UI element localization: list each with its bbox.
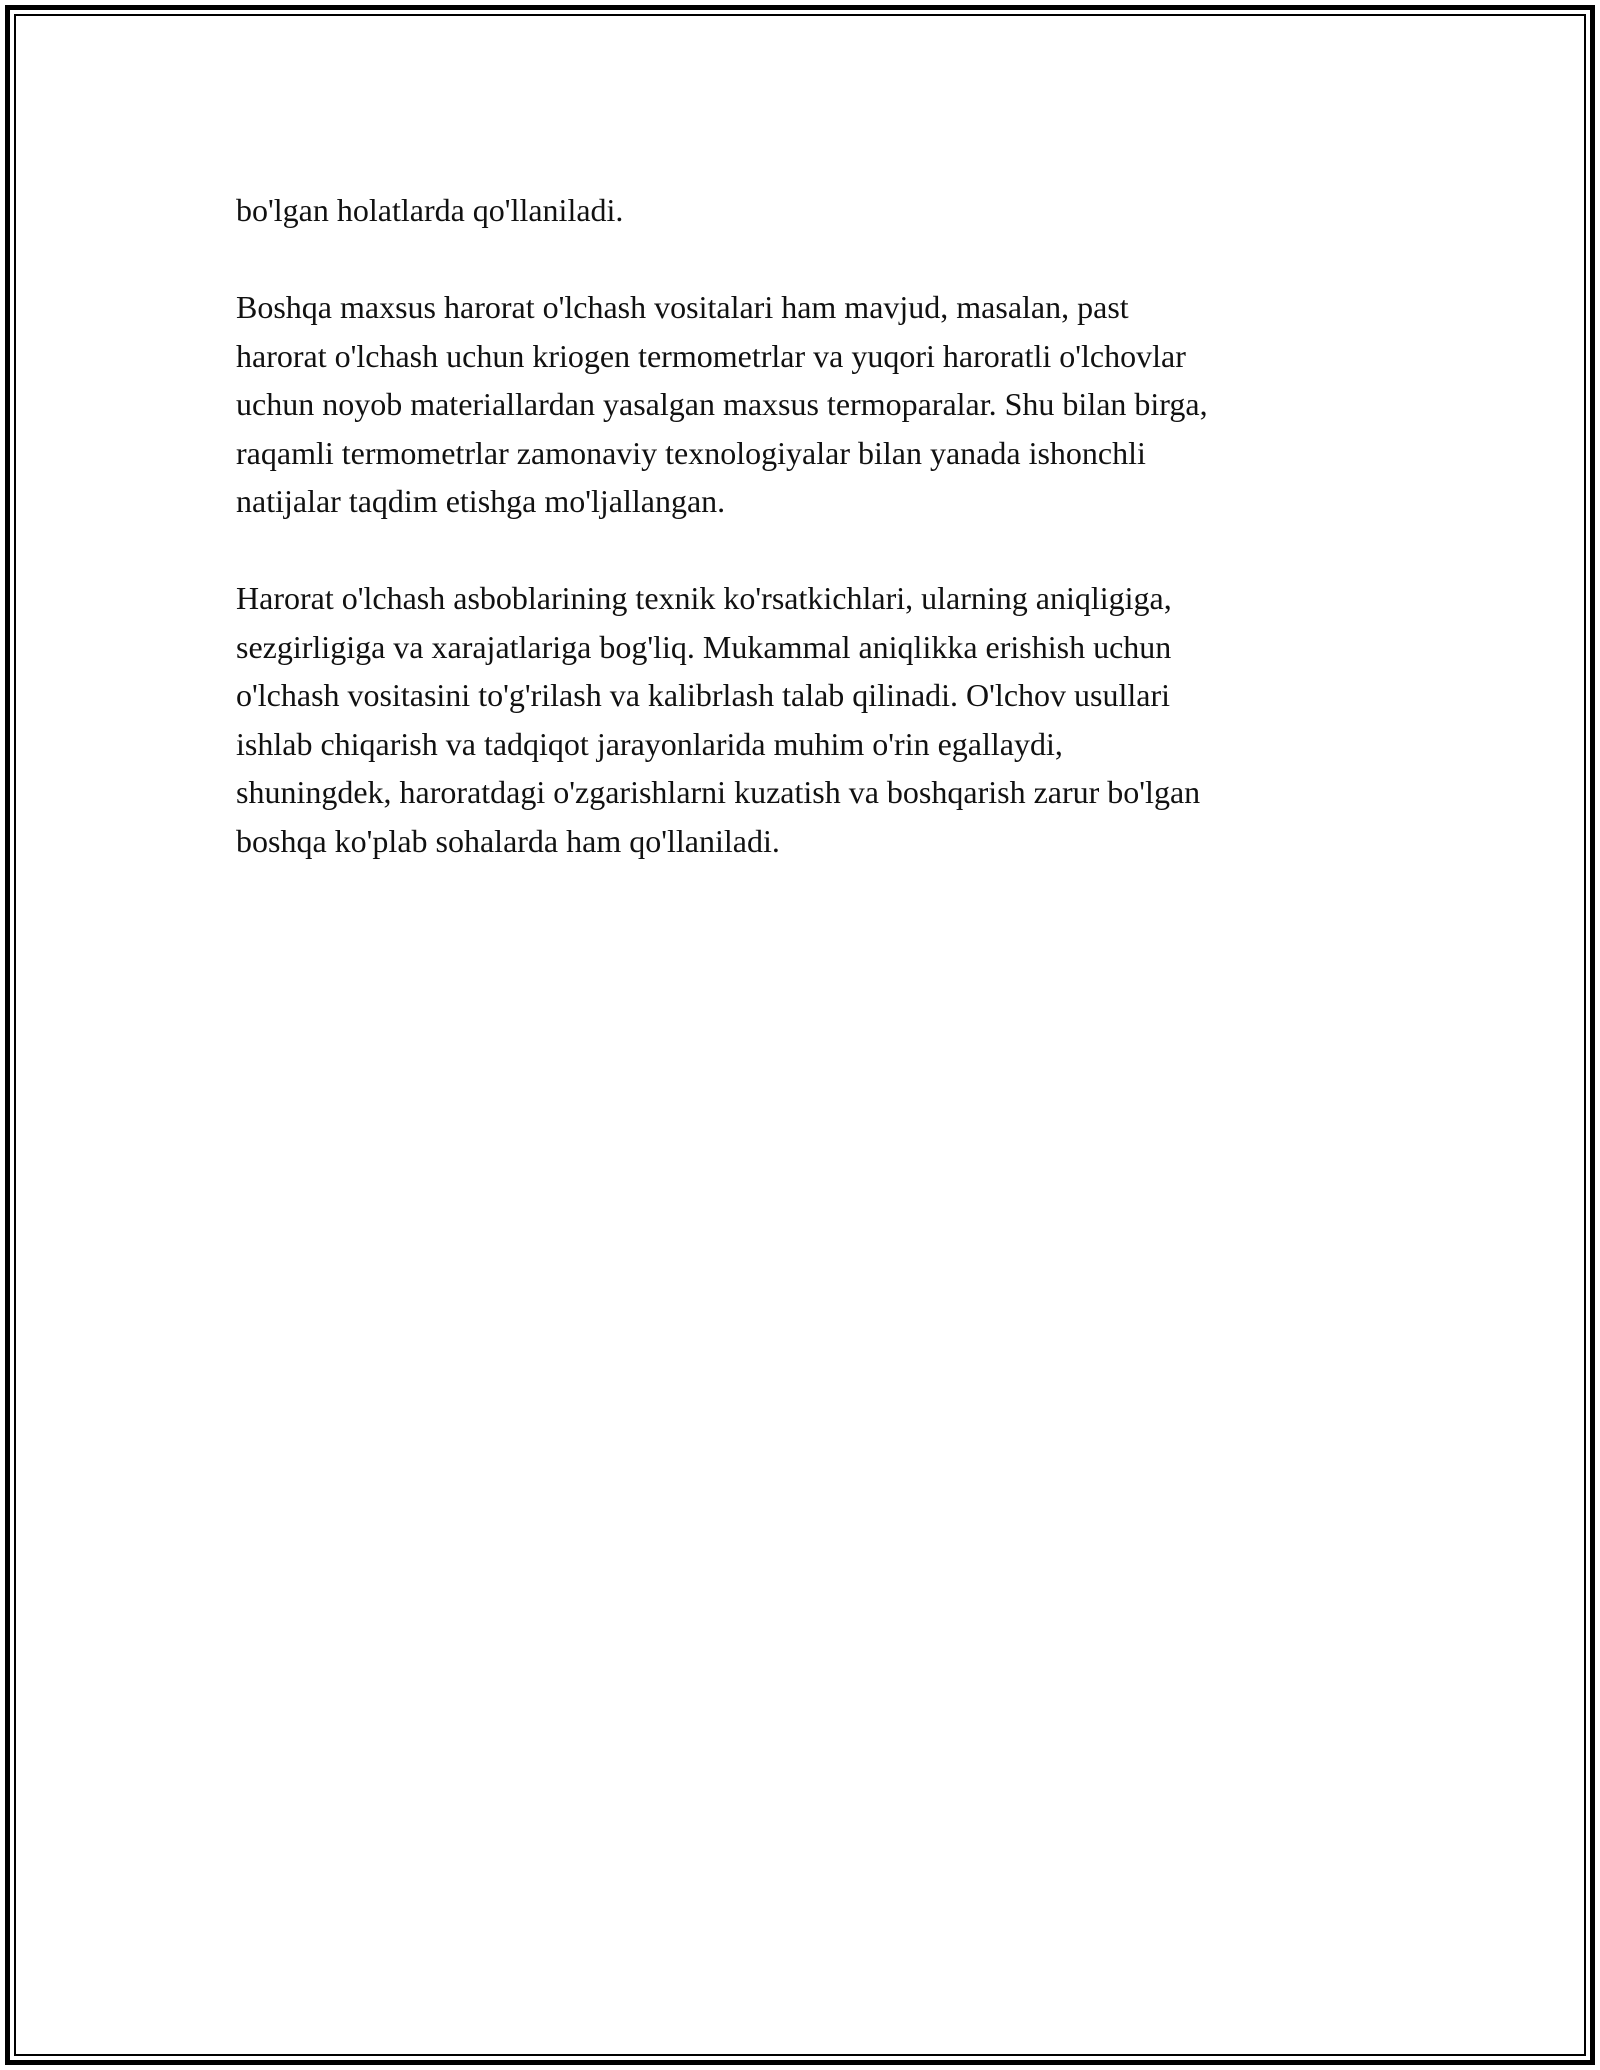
text-line: sezgirligiga va xarajatlariga bog'liq. Mukammal aniqlikka erishish uchun (236, 628, 1172, 665)
text-line: natijalar taqdim etishga mo'ljallangan. (236, 483, 726, 519)
text-line: ishlab chiqarish va tadqiqot jarayonlarida muhim o'rin egallaydi, (236, 725, 1063, 762)
document-body (236, 186, 1376, 914)
text-line: Boshqa maxsus harorat o'lchash vositalari ham mavjud, masalan, past (236, 289, 1129, 325)
text-line: shuningdek, haroratdagi o'zgarishlarni kuzatish va boshqarish zarur bo'lgan (236, 774, 1201, 810)
text-line: raqamli termometrlar zamonaviy texnologiyalar bilan yanada ishonchli (236, 434, 1146, 471)
text-line: boshqa ko'plab sohalarda ham qo'llaniladi. (236, 822, 780, 859)
paragraph-3 (236, 574, 1376, 865)
text-line: uchun noyob materiallardan yasalgan maxsus termoparalar. Shu bilan birga, (236, 386, 1208, 422)
paragraph-1 (236, 186, 1376, 235)
text-line: bo'lgan holatlarda qo'llaniladi. (236, 192, 624, 228)
text-line: o'lchash vositasini to'g'rilash va kalibrlash talab qilinadi. O'lchov usullari (236, 677, 1170, 713)
text-line: harorat o'lchash uchun kriogen termometrlar va yuqori haroratli o'lchovlar (236, 337, 1186, 374)
paragraph-2 (236, 283, 1376, 526)
text-line: Harorat o'lchash asboblarining texnik ko'rsatkichlari, ularning aniqligiga, (236, 580, 1172, 616)
